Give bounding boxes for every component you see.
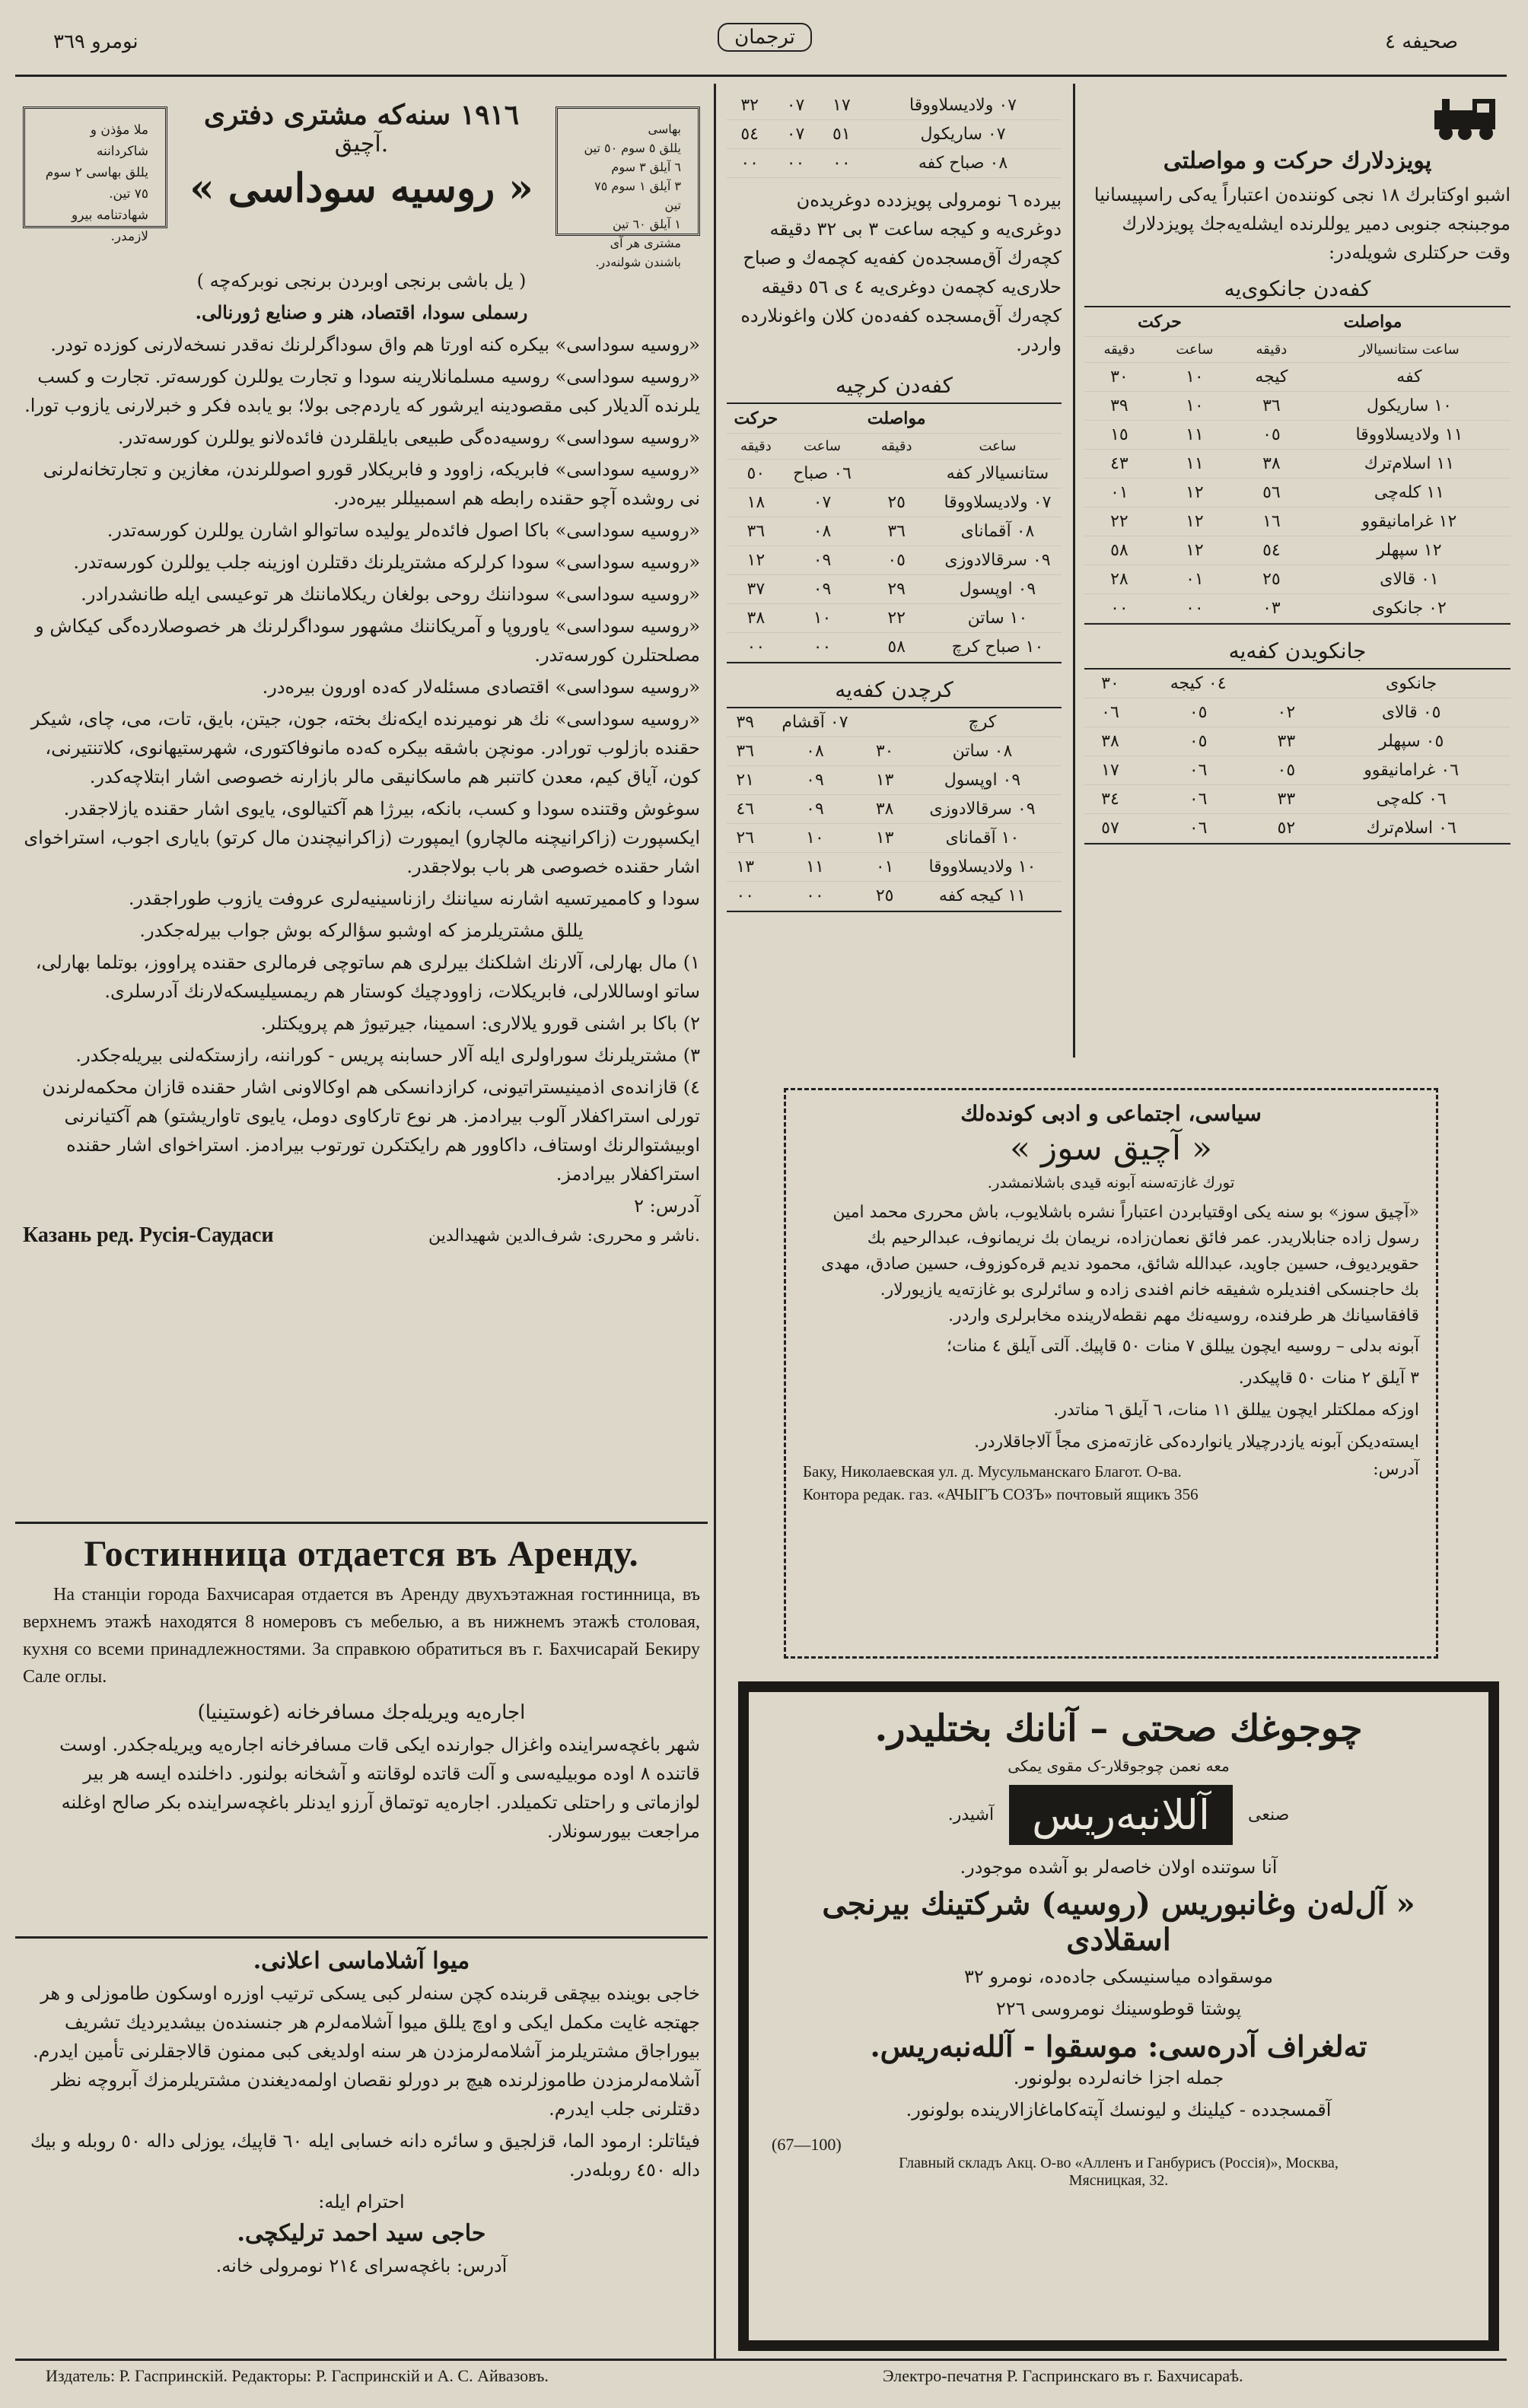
footer-right: Электро-печатня Р. Гаспринскаго въ г. Бахчисараѣ.	[883, 2366, 1243, 2385]
table-row: ٥٠ ٠٦ صباح ستانسیالار کفه	[727, 460, 1062, 488]
fruit-title: میوا آشلاماسی اعلانی.	[253, 1948, 470, 1974]
achik-address-ru-2: Контора редак. газ. «АЧЫГЪ СОЗЪ» почтовый ящикъ 356	[803, 1485, 1199, 1503]
table-row: ٠٠ ٠٠ ٥٨ ١٠ صباح کرچ	[727, 633, 1062, 662]
paragraph-1: «روسیه سوداسی» بیکره کنه اورتا هم واق سوداگرلرنك نه‌قدر نسخه‌لارنی کوزده تودر.	[50, 334, 700, 355]
top-timetable	[727, 91, 1062, 178]
address: آدرس: ٢	[634, 1195, 700, 1217]
col2-timetables	[727, 91, 1062, 912]
achik-sub: تورك غازته‌سنه آبونه قیدی باشلانمشدر.	[987, 1173, 1235, 1191]
col1-body	[23, 266, 700, 1248]
allen-sub: معه نعمن چوجوقلار-ک مقوی یمکی	[1008, 1757, 1230, 1775]
table-row: ٣٦ ٠٨ ٣٠ ٠٨ ساتن	[727, 737, 1062, 766]
publisher-line: ناشر و محرری: شرف‌الدین شهیدالدین.	[428, 1226, 700, 1245]
table-row: ٥٨ ١٢ ٥٤ ١٢ سپهلر	[1084, 536, 1510, 565]
table-row: ٤٦ ٠٩ ٣٨ ٠٩ سرقالادوزی	[727, 795, 1062, 824]
table-row: ٠٦ ٠٥ ٠٢ ٠٥ قالای	[1084, 698, 1510, 727]
paragraph-10: «روسیه سوداسی» نك هر نومیرنده ایکه‌نك بخته، جون، جیتن، بایق، تات، می، چای، شیکر حقنده بازلوب تورادر. مونچن باشقه بیکره که‌ده مانوفاکتوری، شهرستیهانوی، کلاتنتیرنی، کون، آیاق کیم، معدن کاتنبر هم ماسکانیقی مالر بازارنه خصوصی اشار ابتلاچه‌کدر.	[30, 708, 700, 787]
question-1: ١) مال بهارلی، آلارنك اشلکنك بیرلری هم ساتوچی فرمالری حقنده پراووز، بوتلما بهارلی، ساتو اوساللارلی، فابریکلات، زاوودچیك کوستار هم ریمسیلیسکه‌لارنك آدرسلری.	[35, 952, 700, 1002]
achik-top: سیاسی، اجتماعی و ادبی کونده‌لك	[960, 1101, 1262, 1126]
russia-saudasi-masthead	[23, 91, 700, 269]
newspaper-name: ترجمان	[718, 23, 812, 52]
question-4: ٤) قازانده‌ی اذمینیستراتیونی، کرازدانسکی هم اوکالاونی اشار حقنده قازان محکمه‌لرندن تورلی استراکفلار آلوب بیرادمز. هر نوع تارکاوی دومل، یایوی تاواریشتو) هم آکتیانرنی اوبیشتوالرنك اوستاف، داکاوور هم رایکتکرن تورتوب بیرادمز. استراخوای اشار حقنده استراکفلار بیرادمز.	[42, 1077, 700, 1185]
table-row: ٣٦ ٠٨ ٣٦ ٠٨ آقمانای	[727, 517, 1062, 546]
masthead-center	[670, 23, 860, 52]
fruit-sign-1: احترام ایله:	[318, 2191, 405, 2212]
paragraph-7: «روسیه سوداسی» سوداننك روحی بولغان ریکلاماننك هر توعیسی ایله طانشدرادر.	[81, 584, 700, 605]
table-row: ٠٠ ٠٠ ٠٠ ٠٨ صباح کفه	[727, 149, 1062, 178]
masthead-box-left: ملا مؤذن و شاکرداننه یللق بهاسی ٢ سوم ٧٥ تین. شهادتنامه بیرو لازمدر.	[23, 107, 167, 228]
table-subheader: دقیقه ساعت دقیقه ساعت ستانسیالار	[1084, 337, 1510, 363]
allen-note-2: آقمسجدده - کیلینك و لیونسك آپته‌کاماغازالارینده بولونور.	[906, 2099, 1332, 2120]
table-row: ٣٩ ١٠ ٣٦ ١٠ ساریکول	[1084, 392, 1510, 421]
table-row: ٣٩ ٠٧ آقشام کرچ	[727, 708, 1062, 737]
paragraph-9: «روسیه سوداسی» اقتصادی مسئله‌لار که‌ده اورون بیره‌در.	[262, 676, 700, 698]
allen-suffix: آشیدر.	[947, 1805, 995, 1824]
table-row: ٢١ ٠٩ ١٣ ٠٩ اوپسول	[727, 766, 1062, 795]
table-row: ٥٧ ٠٦ ٥٢ ٠٦ اسلام‌ترك	[1084, 814, 1510, 843]
achik-price-3: اوزکه مملکتلر ایچون ییللق ١١ منات، ٦ آیلق ٦ مناتدر.	[1053, 1401, 1419, 1420]
section-title: کفه‌دن جانکوی‌یه	[1224, 276, 1371, 301]
paragraph-5: «روسیه سوداسی» باکا اصول فائده‌لر یولیده ساتوالو اشارن یوللرن کورسه‌تدر.	[107, 520, 700, 541]
paragraph-3: «روسیه سوداسی» روسیه‌ده‌گی طبیعی بایلقلردن فائده‌لانو یوللرن کورسه‌تدر.	[117, 427, 700, 448]
table-row: ١٧ ٠٦ ٠٥ ٠٦ غرامانیقوو	[1084, 756, 1510, 785]
table-row: ٣٨ ١٠ ٢٢ ١٠ ساتن	[727, 604, 1062, 633]
allen-ru-2: Мясницкая, 32.	[1068, 2172, 1169, 2189]
allen-company: « آل‌له‌ن وغانبوریس (روسیه) شرکتینك بیرنجی	[822, 1886, 1415, 1922]
question-2: ٢) باکا بر اشنی قورو یلالاری: اسمینا، جیرتیوژ هم پرویکتلر.	[260, 1013, 700, 1034]
section-title: کفه‌دن کرچیه	[836, 373, 953, 398]
achik-price-1: آبونه بدلی – روسیه ایچون ییللق ٧ منات ٥٠ قاپیك. آلتی آیلق ٤ منات؛	[946, 1337, 1419, 1356]
hotel-ad	[23, 1533, 700, 1849]
timetable-note: بیرده ٦ نومرولی پویزدده دوغریده‌ن دوغری‌یه و کیجه ساعت ٣ بی ٣٢ دقیقه کچه‌رك آق‌مسجده‌ن کفه‌یه کچمه‌ك و صباح حلاری‌یه کچمه‌ن دوغری‌یه ٤ ی ٥٦ دقیقه کچه‌رك آق‌مسجده کفه‌ده‌ن کلان واغونلارده واردر.	[740, 189, 1062, 355]
page-number-left: نومرو ٣٦٩	[53, 30, 138, 53]
table-row: ٣٢ ٠٧ ١٧ ٠٧ ولادیسلاووقا	[727, 91, 1062, 120]
table-row: ١٢ ٠٩ ٠٥ ٠٩ سرقالادوزی	[727, 546, 1062, 575]
achik-soz-ad	[784, 1088, 1438, 1659]
hotel-tt-title: اجاره‌یه ویریله‌جك مسافرخانه (غوستینیا)	[197, 1701, 526, 1724]
masthead-title: « روسیه سوداسی »	[189, 165, 533, 212]
allen-telegraph: تەلغراف آدرەسی: موسقوا - آللەنبەریس.	[870, 2029, 1367, 2063]
col3-title: پویزدلارك حرکت و مواصلتی	[1163, 148, 1432, 174]
table-row: ٣٠ ٠٤ کیجه جانکوی	[1084, 670, 1510, 698]
paragraph-8: «روسیه سوداسی» یاوروپا و آمریکاننك مشهور سوداگرلرنك هر خصوصلارده‌گی کیکاش و مصلحتلرن کورسه‌تدر.	[35, 616, 700, 666]
table-subheader: دقیقه ساعت دقیقه ساعت	[727, 434, 1062, 460]
allen-number: (67—100)	[772, 2135, 842, 2154]
achik-price-2: ٣ آیلق ٢ منات ٥٠ قاپیکدر.	[1238, 1369, 1419, 1388]
paragraph-4: «روسیه سوداسی» فابریکه، زاوود و فابریکلار قورو اصوللرندن، مغازین و تجارتخانه‌لرنی نی روشده آچو حقنده رابطه هم اسمبیللر بیره‌در.	[43, 459, 700, 509]
allenburys-ad	[738, 1681, 1499, 2351]
hotel-title: Гостинница отдается въ Аренду.	[84, 1534, 639, 1574]
table-row: ١٥ ١١ ٠٥ ١١ ولادیسلاووقا	[1084, 421, 1510, 450]
table-row: ٢٨ ٠١ ٢٥ ٠١ قالای	[1084, 565, 1510, 594]
table-row: ٤٣ ١١ ٣٨ ١١ اسلام‌ترك	[1084, 450, 1510, 479]
allen-address-1: موسقواده میاسنیسکی جاده‌ده، نومرو ٣٢	[964, 1966, 1273, 1987]
achik-address-ru-1: Баку, Николаевская ул. д. Мусульманскаго Благот. О-ва.	[803, 1462, 1182, 1481]
achik-title: « آچیق سوز »	[1009, 1129, 1213, 1168]
allen-prefix: صنعی	[1248, 1805, 1290, 1824]
allen-headline: چوجوغك صحتی – آنانك بختلیدر.	[874, 1707, 1363, 1750]
table-row: ١٨ ٠٧ ٢٥ ٠٧ ولادیسلاووقا	[727, 488, 1062, 517]
table-row: ٢٦ ١٠ ١٣ ١٠ آقمانای	[727, 824, 1062, 853]
paragraph-6: «روسیه سوداسی» سودا کرلرکه مشتریلرنك دقتلرن اوزینه جلب یوللرن کورسه‌تدر.	[73, 552, 700, 573]
achik-address-label: آدرس:	[1373, 1460, 1419, 1479]
subscription-year: ١٩١٦ سنه‌که مشتری دفتری	[203, 99, 520, 131]
publisher-ru: Казань ред. Русія-Саудаси	[23, 1223, 274, 1247]
masthead-box-right: بهاسی یللق ٥ سوم ٥٠ تین ٦ آیلق ٣ سوم ٣ آیلق ١ سوم ٧٥ تین ١ آیلق ٦٠ تین مشتری هر آی باشندن شولنه‌در.	[555, 107, 700, 236]
questions-intro: یللق مشتریلرمز که اوشبو سؤالرکه بوش جواب بیرله‌جکدر.	[139, 920, 584, 941]
table-row: ٣٧ ٠٩ ٢٩ ٠٩ اوپسول	[727, 575, 1062, 604]
page-number-right: صحیفه ٤	[1385, 30, 1459, 53]
allen-brand: آللانبه‌ریس	[1009, 1785, 1233, 1845]
table-row: ٢٢ ١٢ ١٦ ١٢ غرامانیقوو	[1084, 507, 1510, 536]
fruit-price: فیئاتلر: ارمود الما، قزلجیق و سائره دانه خسابی ایله ٦٠ قاپیك، یوزلی داله ٥٠ روبله و بیك داله ٤٥٠ روبله‌در.	[30, 2130, 700, 2181]
table-row: ٣٠ ١٠ کیجه کفه	[1084, 363, 1510, 392]
fruit-text: خاجی بوینده بیچقی قربنده کچن سنه‌لر کبی یسکی ترتیب اوزره اوسکون طاموزلی و هر جهتجه غایت مکمل ایکی و اوچ یللق میوا آشلامه‌لرم هر جنسنده‌ن بیشدیردیك تشریف بیوراجاق مشتریلرمز آشلامه‌لرمزدن هر سنه اولدیغی کبی ممنون قالاجقلرنی تأمین ایدرم. آشلامه‌لرمزدن طاموزلرنده هیچ بر دورلو نقصان اولمه‌دیغندن مشتریلرمزك آبروچه نظر دقتلرنی جلب ایدرم.	[32, 1983, 700, 2120]
achik-note: ایسته‌دیکن آبونه یازدرچیلار یانوار‌ده‌کی غازته‌مزی مجاً آلاجاقلاردر.	[974, 1433, 1419, 1452]
allen-company-2: اسقلادی	[1066, 1922, 1171, 1958]
locomotive-icon	[1427, 91, 1510, 145]
table-row: ٠٠ ٠٠ ٠٣ ٠٢ جانکوی	[1084, 594, 1510, 623]
fruit-sign-2: حاجی سید احمد ترلیکچی.	[237, 2220, 486, 2247]
hotel-tt-text: شهر باغچه‌سراینده واغزال جوارنده ایکی قات مسافرخانه اجاره‌یه ویریله‌جکدر. اوست قاتنده ٨ اوده موبیلیه‌سی و آلت قاتده لوقانته و آشخانه بولنور. داخلنده ایسه هر بیر لوازماتی و راحتلی تکمیلدر. اجاره‌یه توتماق آرزو ایدنلر باغچه‌سراینده بکر صالح اوغلنه مراجعت بیورسونلار.	[59, 1734, 700, 1842]
hotel-text: На станціи города Бахчисарая отдается въ Аренду двухъэтажная гостинница, въ верхнемъ этажѣ находятся 8 номеровъ съ мебелью, а въ нижнемъ этажѣ столовая, кухня со всеми принадлежностями. За справкою обратиться въ г. Бахчисарай Бекиру Сале оглы.	[23, 1585, 700, 1687]
table-header: حرکت مواصلت	[1084, 307, 1510, 337]
table-row: ٣٤ ٠٦ ٣٣ ٠٦ کله‌چی	[1084, 785, 1510, 814]
subtitle: ( یل باشی برنجی اوبردن برنجی نوبرکه‌چه )	[196, 270, 527, 291]
section-title: جانکویدن کفه‌یه	[1228, 638, 1367, 663]
section-title: کرچدن کفه‌یه	[835, 677, 953, 702]
achik-text: «آچیق سوز» بو سنه یکی اوقتیابردن اعتباراً نشره باشلایوب، باش محرری محمد امین رسول زاده جنابلاریدر. عمر فائق نعمان‌زاده، نریمان بك نریمانوف، عبدالرحیم بك حقویردیوف، حسین جاوید، عبدالله شائق، محمود ندیم قره‌کوزوف، حسین صادق، مهدی بك حاجنسکی افندیلره شفیقه خانم افندی زاده و سائرلری بو غازته‌یه یازیورلار. قافقاسیانك هر طرفنده، روسیه‌نك مهم نقطه‌لارینده مخابرلری واردر.	[821, 1203, 1419, 1325]
subtitle-2: رسملی سودا، اقتصاد، هنر و صنایع ژورنالی.	[195, 301, 528, 323]
paragraph-11: سوغوش وقتنده سودا و کسب، بانکه، بیرژا هم آکتیالوی، یایوی اشار حقنده یازلاجقدر. ایکسپورت (زاکرانیچنه مالچارو) ایمپورت (زاکرانیچندن مال کرتو) بایاری اجوب، استراخوای اشار حقنده خصوصی هر باب بولاجقدر.	[24, 798, 700, 877]
footer-left: Издатель: Р. Гаспринскій. Редакторы: Р. Гаспринскій и А. С. Айвазовъ.	[46, 2366, 549, 2385]
col3-timetables	[1084, 91, 1510, 845]
allen-address-2: پوشتا قوطوسینك نومروسی ٢٢٦	[995, 1998, 1242, 2019]
table-row: ٠٠ ٠٠ ٢٥ ١١ کیجه کفه	[727, 882, 1062, 911]
allen-note-1: جمله اجزا خانه‌لرده بولونور.	[1013, 2067, 1224, 2088]
table-header: حرکت مواصلت	[727, 404, 1062, 434]
fruit-ad	[23, 1948, 700, 2283]
fruit-address: آدرس: باغچه‌سرای ٢١٤ نومرولی خانه.	[215, 2255, 508, 2276]
question-3: ٣) مشتریلرنك سوراولری ایله آلار حسابنه پریس - کوراننه، رازستکه‌لنی بیریله‌جکدر.	[75, 1045, 700, 1066]
allen-ru-1: Главный складъ Акц. О-во «Алленъ и Ганбурисъ (Россія)», Москва,	[899, 2155, 1339, 2171]
paragraph-12: سودا و کاممیرتسیه اشارنه سیاننك رازناسینیه‌لری عروفت یازوب طوراجقدر.	[128, 888, 700, 909]
paragraph-2: «روسیه سوداسی» روسیه مسلمانلارینه سودا و تجارت یوللرن کورسه‌تر. تجارت و کسب یلرنده آلدیلار کبی مقصودینه ایرشور که یاردم‌جی بولا؛ بو یابده فکر و خبرلارنی یازوب تورا.	[24, 366, 700, 416]
table-row: ١٣ ١١ ٠١ ١٠ ولادیسلاووقا	[727, 853, 1062, 882]
subscription-open: آچیق.	[334, 131, 389, 157]
allen-line-2: آنا سوتنده اولان خاصه‌لر بو آشده موجودر.	[960, 1856, 1278, 1878]
table-row: ٣٨ ٠٥ ٣٣ ٠٥ سپهلر	[1084, 727, 1510, 756]
table-row: ٥٤ ٠٧ ٥١ ٠٧ ساریکول	[727, 120, 1062, 149]
table-row: ٠١ ١٢ ٥٦ ١١ کله‌چی	[1084, 479, 1510, 507]
col3-intro: اشبو اوکتابرك ١٨ نجی کوننده‌ن اعتباراً یه‌کی راسپیسانیا موجبنجه جنوبی دمیر یوللرنده ایشله‌یه‌جك پویزدلارك وقت حرکتلری شویله‌در:	[1093, 184, 1510, 263]
